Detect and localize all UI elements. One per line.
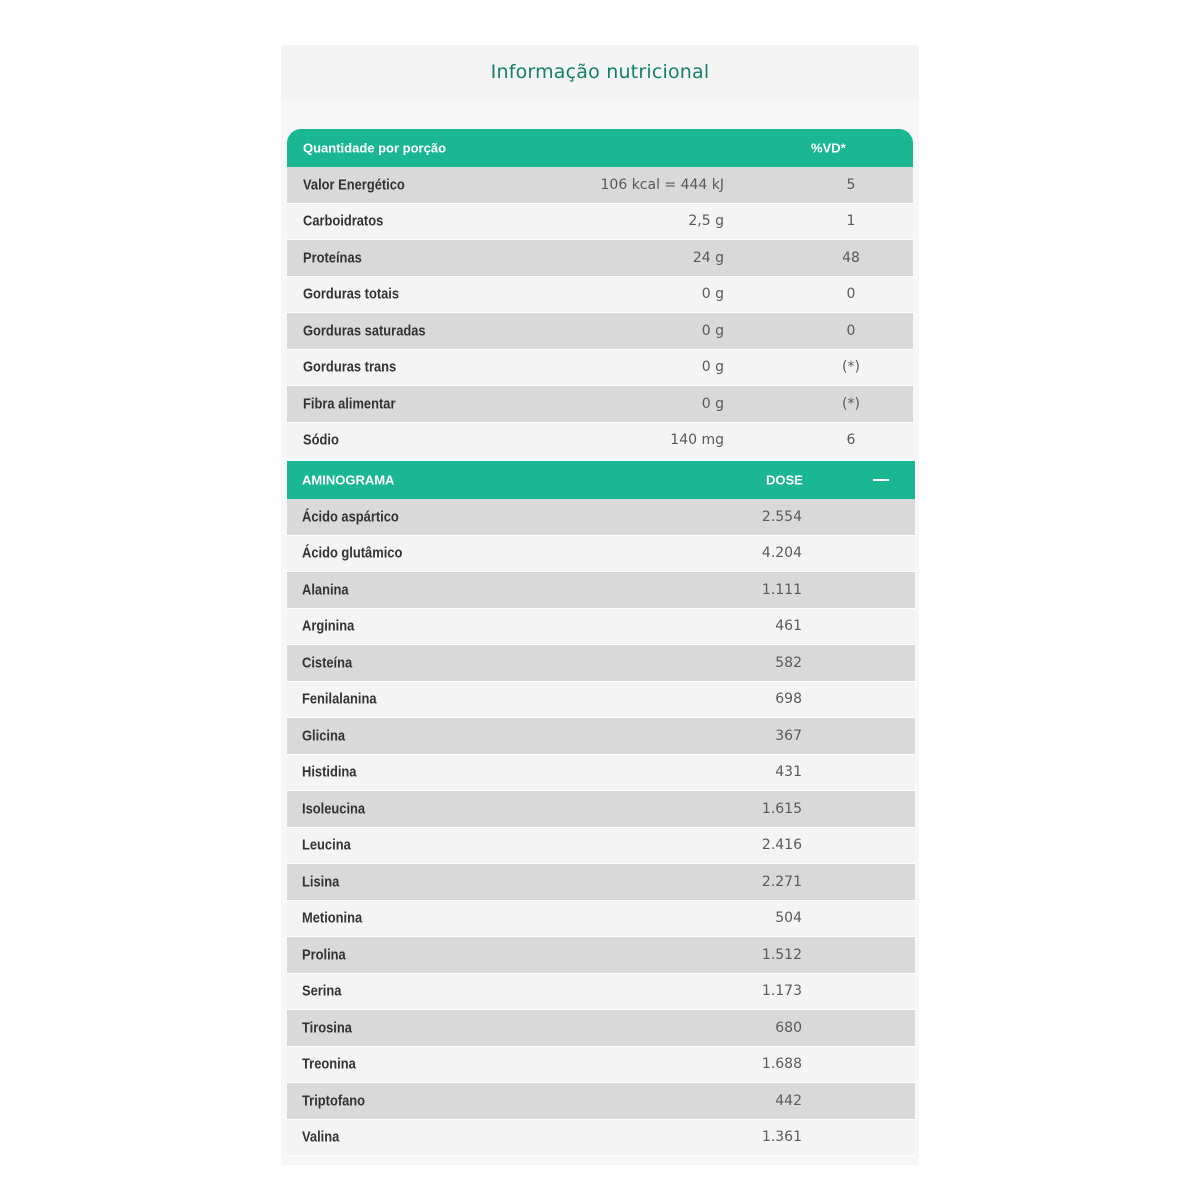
table-row (287, 386, 913, 423)
table-row (287, 901, 915, 938)
nutrient-quantity: 106 kcal = 444 kJ (600, 176, 724, 193)
amino-acid-name: Histidina (302, 763, 357, 781)
nutrient-name: Valor Energético (303, 176, 405, 194)
nutrient-quantity: 24 g (692, 249, 724, 266)
amino-acid-dose: 680 (775, 1019, 802, 1036)
amino-acid-dose: 1.688 (761, 1056, 802, 1073)
amino-acid-name: Valina (302, 1128, 340, 1146)
amino-acid-name: Ácido glutâmico (302, 544, 403, 562)
nutrient-vd: 0 (846, 322, 856, 339)
amino-acid-dose: 1.173 (761, 983, 802, 1000)
table-row (287, 828, 915, 865)
nutrient-name: Fibra alimentar (303, 395, 396, 413)
amino-acid-dose: 2.416 (761, 837, 802, 854)
amino-acid-dose: 1.361 (761, 1129, 802, 1146)
amino-acid-name: Triptofano (302, 1092, 366, 1110)
nutrient-name: Gorduras trans (303, 358, 397, 376)
nutrient-quantity: 140 mg (670, 432, 724, 449)
nutrient-name: Proteínas (303, 249, 362, 267)
amino-acid-name: Leucina (302, 836, 351, 854)
nutrient-name: Gorduras totais (303, 285, 400, 303)
amino-acid-name: Cisteína (302, 654, 353, 672)
table-row (287, 204, 913, 241)
amino-acid-name: Glicina (302, 727, 346, 745)
table-row (287, 313, 913, 350)
amino-acid-name: Arginina (302, 617, 355, 635)
amino-acid-dose: 1.512 (761, 946, 802, 963)
aminogram-title: AMINOGRAMA (302, 472, 395, 488)
amino-acid-dose: 442 (775, 1092, 802, 1109)
table-row (287, 1083, 915, 1120)
nutrient-vd: 48 (842, 249, 860, 266)
table-row (287, 499, 915, 536)
amino-acid-dose: 367 (775, 727, 802, 744)
nutrition-table (287, 129, 913, 459)
table-row (287, 864, 915, 901)
table-row (287, 1010, 915, 1047)
table-row (287, 718, 915, 755)
table-row (287, 755, 915, 792)
nutrient-quantity: 2,5 g (688, 213, 724, 230)
amino-acid-name: Metionina (302, 909, 363, 927)
amino-acid-name: Isoleucina (302, 800, 366, 818)
nutrient-name: Carboidratos (303, 212, 384, 230)
amino-acid-dose: 461 (775, 618, 802, 635)
table-row (287, 645, 915, 682)
aminogram-header[interactable] (287, 461, 915, 499)
nutrient-quantity: 0 g (701, 286, 724, 303)
amino-acid-name: Alanina (302, 581, 349, 599)
amino-acid-name: Tirosina (302, 1019, 352, 1037)
aminogram-rows (287, 499, 915, 1156)
aminogram-dose-label: DOSE (766, 472, 803, 488)
nutrient-quantity: 0 g (701, 322, 724, 339)
table-row (287, 240, 913, 277)
table-row (287, 277, 913, 314)
nutrient-vd: (*) (842, 359, 860, 376)
table-row (287, 536, 915, 573)
table-row (287, 609, 915, 646)
table-row (287, 974, 915, 1011)
table-row (287, 682, 915, 719)
page-title: Informação nutricional (281, 45, 919, 99)
table-row (287, 937, 915, 974)
nutrition-table-header (287, 129, 913, 167)
nutrient-name: Sódio (303, 431, 339, 449)
amino-acid-dose: 2.271 (761, 873, 802, 890)
amino-acid-name: Fenilalanina (302, 690, 377, 708)
table-row (287, 167, 913, 204)
amino-acid-dose: 504 (775, 910, 802, 927)
nutrient-vd: 0 (846, 286, 856, 303)
nutrient-vd: (*) (842, 395, 860, 412)
minus-icon[interactable] (873, 479, 889, 481)
amino-acid-dose: 1.615 (761, 800, 802, 817)
aminogram-table (287, 461, 915, 1156)
header-quantity-label: Quantidade por porção (303, 140, 447, 156)
nutrition-rows (287, 167, 913, 459)
table-row (287, 1120, 915, 1157)
amino-acid-dose: 698 (775, 691, 802, 708)
amino-acid-dose: 2.554 (761, 508, 802, 525)
table-row (287, 1047, 915, 1084)
table-row (287, 423, 913, 460)
nutrient-quantity: 0 g (701, 395, 724, 412)
nutrient-vd: 1 (846, 213, 856, 230)
amino-acid-dose: 582 (775, 654, 802, 671)
nutrient-quantity: 0 g (701, 359, 724, 376)
table-row (287, 350, 913, 387)
amino-acid-name: Ácido aspártico (302, 508, 399, 526)
header-vd-label: %VD* (811, 140, 846, 156)
nutrient-vd: 6 (846, 432, 856, 449)
amino-acid-dose: 431 (775, 764, 802, 781)
amino-acid-name: Lisina (302, 873, 340, 891)
amino-acid-name: Treonina (302, 1055, 356, 1073)
amino-acid-dose: 4.204 (761, 545, 802, 562)
amino-acid-dose: 1.111 (761, 581, 802, 598)
nutrient-vd: 5 (846, 176, 856, 193)
nutrient-name: Gorduras saturadas (303, 322, 426, 340)
amino-acid-name: Serina (302, 982, 342, 1000)
table-row (287, 791, 915, 828)
amino-acid-name: Prolina (302, 946, 346, 964)
table-row (287, 572, 915, 609)
